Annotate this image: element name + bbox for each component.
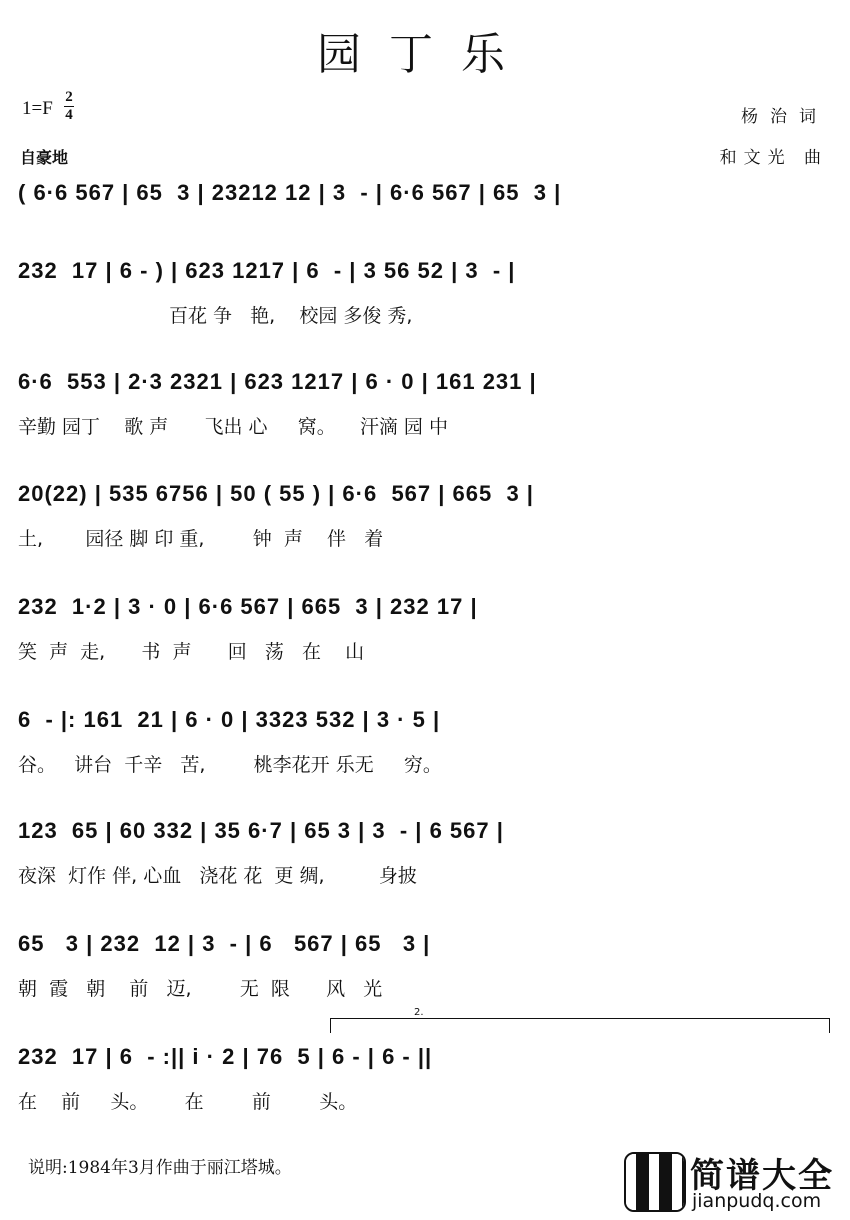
key-signature: 1=F [22, 98, 53, 119]
score-row [18, 816, 833, 890]
notation-line: 123 65 | 60 332 | 35 6·7 | 65 3 | 3 - | 6 567 | [18, 818, 504, 843]
score-row [18, 178, 833, 252]
time-signature [64, 90, 74, 123]
site-watermark [624, 1148, 844, 1212]
watermark-en: jianpudq.com [692, 1190, 822, 1212]
lyrics-line: 百花 争 艳, 校园 多俊 秀, [18, 305, 413, 327]
notation-line: ( 6·6 567 | 65 3 | 23212 12 | 3 - | 6·6 567 | 65 3 | [18, 180, 562, 205]
notation-line: 6 - |: 161 21 | 6 · 0 | 3323 532 | 3 · 5 | [18, 707, 441, 732]
lyrics-line: 朝 霞 朝 前 迈, 无 限 风 光 [18, 978, 383, 1000]
notation-line: 20(22) | 535 6756 | 50 ( 55 ) | 6·6 567 | 665 3 | [18, 481, 534, 506]
score-row [18, 1042, 833, 1116]
composer-credit: 和文光 曲 [719, 148, 828, 168]
lyrics-line: 笑 声 走, 书 声 回 荡 在 山 [18, 641, 365, 663]
piano-keys-icon [624, 1152, 686, 1212]
lyrics-line: 夜深 灯作 伴, 心血 浇花 花 更 绸, 身披 [18, 865, 417, 887]
song-title: 园丁乐 [317, 29, 533, 80]
notation-line: 232 17 | 6 - :|| i · 2 | 76 5 | 6 - | 6 - || [18, 1044, 433, 1069]
time-signature-top: 2 [65, 89, 73, 105]
score-row [18, 367, 833, 441]
lyrics-line: 土, 园径 脚 印 重, 钟 声 伴 着 [18, 528, 384, 550]
score-row [18, 592, 833, 666]
composition-note: 说明:1984年3月作曲于丽江塔城。 [28, 1158, 292, 1178]
tempo-marking: 自豪地 [20, 148, 69, 167]
watermark-cn: 简谱大全 [690, 1156, 834, 1196]
lyrics-line [18, 224, 833, 252]
time-signature-bottom: 4 [65, 107, 73, 123]
notation-line: 65 3 | 232 12 | 3 - | 6 567 | 65 3 | [18, 931, 431, 956]
lyricist-credit: 杨治词 [741, 107, 828, 127]
lyrics-line: 谷。 讲台 千辛 苦, 桃李花开 乐无 穷。 [18, 754, 442, 776]
second-ending-bracket [330, 1007, 830, 1033]
notation-line: 232 17 | 6 - ) | 623 1217 | 6 - | 3 56 52 | 3 - | [18, 258, 516, 283]
notation-line: 6·6 553 | 2·3 2321 | 623 1217 | 6 · 0 | 161 231 | [18, 369, 537, 394]
volta-label: 2. [411, 1007, 427, 1018]
score-row [18, 479, 833, 553]
notation-line: 232 1·2 | 3 · 0 | 6·6 567 | 665 3 | 232 17 | [18, 594, 478, 619]
score-row [18, 705, 833, 779]
lyrics-line: 辛勤 园丁 歌 声 飞出 心 窝。 汗滴 园 中 [18, 416, 448, 438]
lyrics-line: 在 前 头。 在 前 头。 [18, 1091, 358, 1113]
score-row [18, 929, 833, 1003]
score-row [18, 256, 833, 330]
